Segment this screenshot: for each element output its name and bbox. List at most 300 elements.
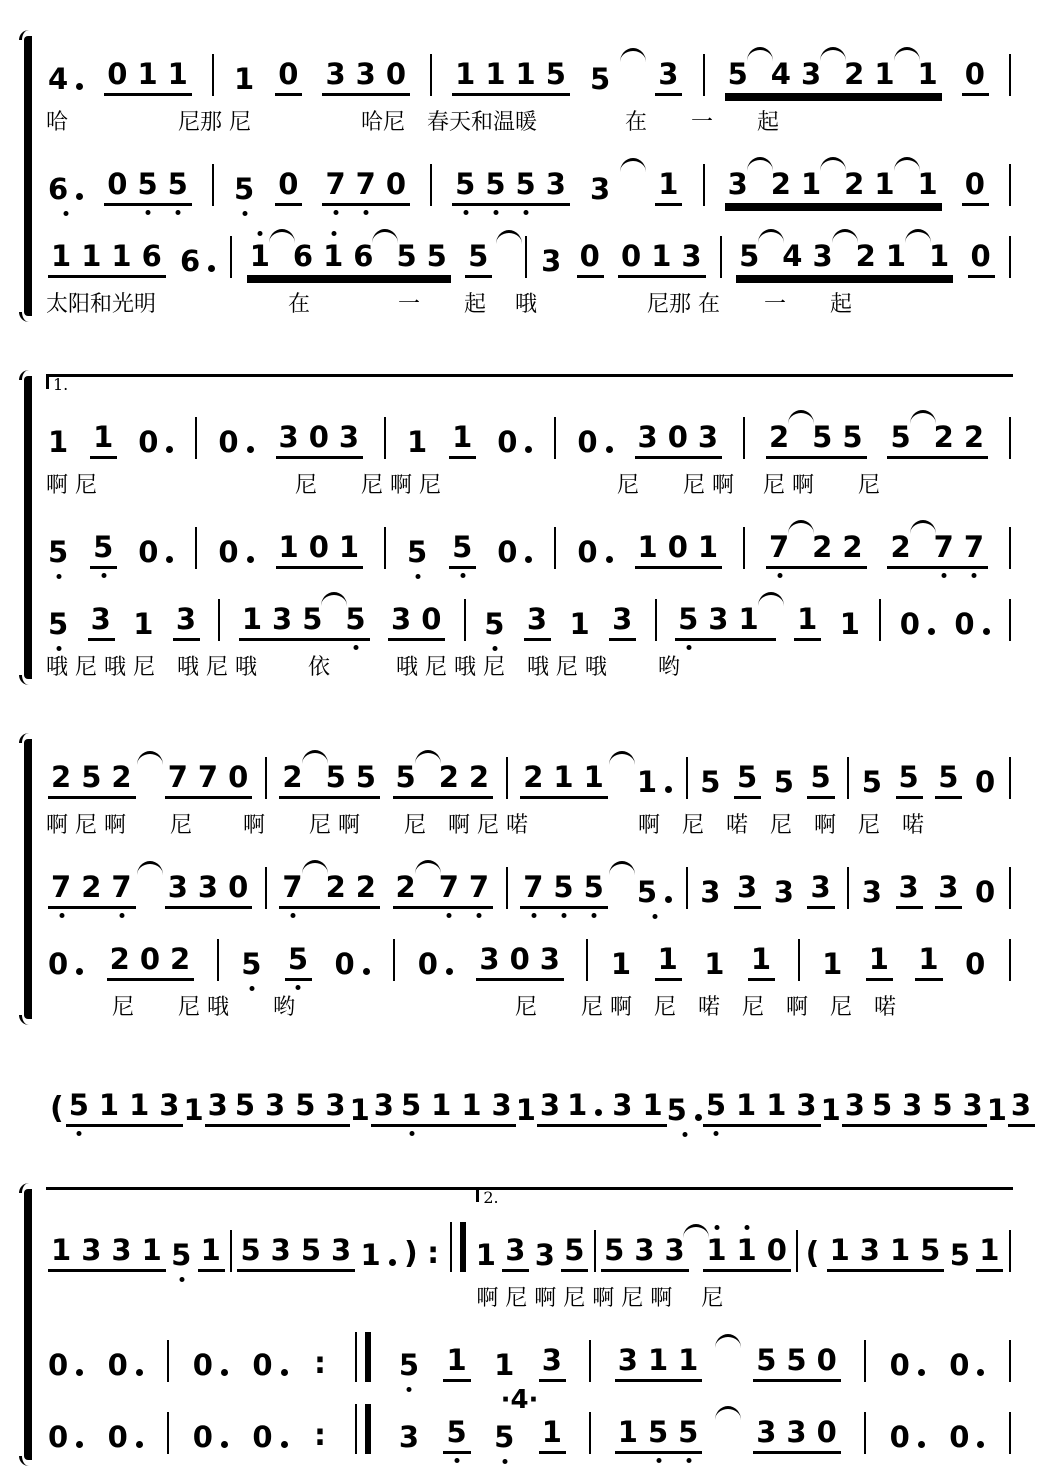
note [271,1233,292,1267]
note [918,57,939,91]
note [218,535,254,569]
repeat-dots: : [313,1346,326,1381]
note [862,765,883,799]
note-digit: 1 [642,1088,664,1122]
note-digit: 1 [233,62,256,96]
note-digit: 1 [241,602,264,636]
augmentation-dot [247,446,254,453]
augmentation-dot [76,193,83,200]
beam-group [279,750,380,799]
note [737,760,758,794]
note-digit: 0 [577,425,599,459]
beam-group [90,420,117,459]
note-digit: 1 [697,530,720,564]
music-row [46,847,1013,919]
note-digit: 6 [180,244,202,278]
note-digit: 1 [822,947,844,981]
note-digit: 7 [197,760,220,794]
system-brace [24,36,32,316]
note-digit: 1 [874,57,896,91]
note [651,239,672,273]
note [455,57,476,91]
note-digit: 3 [658,57,680,91]
barline [384,417,386,459]
note-digit: 3 [167,870,189,904]
note [872,1088,893,1122]
note [81,239,102,273]
slur-arc [910,410,936,424]
note-digit: 5 [398,1348,420,1382]
slur-arc [758,592,784,606]
beam-group [237,1233,355,1272]
barline [1009,1412,1011,1454]
note [399,1420,420,1454]
note-digit: 3 [938,870,960,904]
note [845,1088,866,1122]
note-digit: 3 [898,870,920,904]
system-brace [24,376,32,679]
barline [1009,1230,1011,1272]
slur-arc [302,860,328,874]
note [176,602,197,636]
note [890,1233,911,1267]
beam-group [398,1088,516,1127]
note [706,1088,727,1122]
note-digit: 4 [770,57,792,91]
barline [1009,417,1011,459]
barline [703,164,705,206]
beam-group [165,870,253,909]
beam-group [962,57,989,96]
beam-group [734,760,761,799]
note-digit: 2 [468,760,491,794]
note-digit: 0 [579,239,601,273]
beam-group [275,57,302,96]
beam-group [88,602,115,641]
note-digit: 0 [949,1420,971,1454]
beam-group [452,57,570,96]
note [810,760,831,794]
beam-group [443,1343,470,1382]
beam-group [48,1233,166,1272]
note [648,1343,669,1377]
note [345,602,366,636]
note [535,1238,556,1272]
note-digit: 1 [249,239,271,273]
note-digit: 0 [107,57,129,91]
note [399,1348,420,1382]
slur-arc [620,158,646,172]
note [111,870,132,904]
lyrics-row: 啊 尼 啊 尼 啊 尼 啊 尼 啊 尼 喏 啊 尼 喏 尼 啊 尼 喏 [46,813,924,838]
note [899,760,920,794]
note-digit: 2 [355,870,377,904]
note-digit: 3 [355,57,377,91]
augmentation-dot [977,1441,984,1448]
note-digit: 0 [497,425,519,459]
note [584,870,605,904]
note [542,1343,563,1377]
note [170,942,191,976]
note [396,760,417,794]
note [580,239,601,273]
note [309,530,330,564]
note [698,420,719,454]
beam-group [465,239,492,278]
music-row [46,1065,1033,1137]
note-digit: 0 [970,239,992,273]
note [812,420,833,454]
note [469,760,490,794]
music-row [46,1320,1013,1392]
beam-group [968,239,995,278]
beam-group [753,1415,841,1454]
note [168,57,189,91]
note [658,57,679,91]
lyrics-row: 太阳和光明 在 一 起 哦 尼那 在 一 起 [46,292,852,317]
note [48,607,69,641]
note-digit: 0 [218,425,240,459]
beam-group [748,942,775,981]
note [769,420,790,454]
slur-arc [372,229,398,243]
note [228,760,249,794]
note [107,57,128,91]
beam-group [205,1088,232,1127]
note-digit: 5 [241,947,263,981]
note-digit: 3 [526,602,549,636]
barline [1009,757,1011,799]
note [902,1088,923,1122]
note [817,1343,838,1377]
note-digit: 7 [282,870,304,904]
note-digit: 5 [920,1233,942,1267]
note-digit: 3 [1010,1088,1033,1122]
note [934,530,955,564]
note [198,870,219,904]
music-row [46,216,1013,288]
beam-group [452,167,570,206]
note-digit: 0 [965,947,987,981]
note [242,602,263,636]
note [751,942,772,976]
note [301,1233,322,1267]
beam-group [842,1088,869,1127]
beam-group [601,1233,689,1272]
note [326,870,347,904]
note [228,870,249,904]
note-digit: 5 [452,530,474,564]
note [159,1088,180,1122]
note-digit: 2 [81,870,103,904]
music-row [46,579,1013,651]
note-digit: 5 [736,760,759,794]
note [708,602,729,636]
slur-arc [747,157,773,171]
note [99,1088,120,1122]
slur-arc [788,410,814,424]
note [302,602,323,636]
slur-arc [715,1334,741,1348]
note [706,1233,727,1267]
note-digit: 2 [855,239,877,273]
beam-group [90,530,117,569]
note [494,1348,515,1382]
music-row [46,919,1013,991]
note [468,239,489,273]
note [856,239,877,273]
note-digit: 0 [107,1348,129,1382]
note [272,602,293,636]
beam-group [734,870,761,909]
note [407,535,428,569]
note [142,1233,163,1267]
note-digit: 2 [842,530,864,564]
note-digit: 3 [398,1420,420,1454]
note-digit: 1 [800,167,823,201]
note-digit: 5 [871,1088,894,1122]
note [771,167,792,201]
note [279,530,300,564]
note-digit: 5 [564,1233,586,1267]
note-digit: 1 [738,602,760,636]
note [516,57,537,91]
note [874,167,895,201]
beam-group [371,1088,398,1127]
note-digit: 0 [278,57,300,91]
note-digit: 5 [426,239,448,273]
note [386,57,407,91]
note [240,1233,261,1267]
note [979,1233,1000,1267]
note-digit: 1 [553,760,575,794]
note-digit: 3 [331,1233,353,1267]
note-digit: 5 [468,239,490,273]
note-digit: 2 [933,420,955,454]
note-digit: 1 [485,57,507,91]
note-digit: 5 [861,765,883,799]
note-digit: 5 [48,535,70,569]
note-digit: 5 [233,172,256,206]
note-digit: 1 [917,167,939,201]
note-digit: 1 [360,1238,382,1272]
note [111,760,132,794]
note [769,530,790,564]
note-digit: 0 [107,167,129,201]
note [479,942,500,976]
barline [1009,527,1011,569]
slur-arc [788,520,814,534]
note-digit: 1 [617,1415,639,1449]
note-digit: 1 [349,1093,371,1127]
note-digit: 5 [812,420,834,454]
note-digit: 5 [484,607,506,641]
note-digit: 3 [902,1088,924,1122]
beam-group [276,530,364,569]
note-digit: 2 [768,420,791,454]
note [391,602,412,636]
note-digit: 5 [949,1238,971,1272]
beam-group [564,1088,667,1127]
beam-group [275,167,302,206]
note [485,57,506,91]
note [786,1343,807,1377]
note [133,607,154,641]
beam-group [615,1415,703,1454]
note-digit: 3 [479,942,501,976]
note [774,875,795,909]
beam-group [703,1233,791,1272]
volta-label: 1. [53,375,69,394]
augmentation-dot [928,628,935,635]
note [774,765,795,799]
note [485,167,506,201]
barline [879,599,881,641]
note [137,167,158,201]
note [396,870,417,904]
note [546,57,567,91]
note-digit: 5 [400,1088,423,1122]
barline [864,1412,866,1454]
note-digit: 5 [589,62,612,96]
note [665,1233,686,1267]
note-digit: 3 [338,420,361,454]
note [637,875,673,909]
note-digit: 1 [797,602,819,636]
system-3 [46,737,1013,1023]
volta-bracket [46,374,1013,395]
note-digit: 1 [979,1233,1001,1267]
note-digit: 3 [90,602,112,636]
note-digit: 1 [406,425,429,459]
note [48,62,84,96]
note-digit: 1 [338,530,361,564]
note [874,57,895,91]
note [728,57,749,91]
note-digit: 3 [175,602,198,636]
note [810,870,831,904]
music-row [46,397,1013,469]
barline [703,54,705,96]
note-digit: 0 [278,167,300,201]
note-digit: 1 [494,1348,516,1382]
barline [1009,54,1011,96]
note-digit: 1 [452,420,474,454]
note [439,870,460,904]
augmentation-dot [221,1369,228,1376]
note-digit: 0 [899,607,921,641]
note [288,942,309,976]
beam-group [48,239,166,278]
slur-arc [609,751,635,765]
note-digit: 0 [107,1420,129,1454]
note-digit: 0 [497,535,519,569]
note [48,172,84,206]
note [309,420,330,454]
note [541,244,562,278]
note [736,1088,757,1122]
note-digit: 3 [859,1233,881,1267]
slur-arc [894,47,920,61]
note [642,1088,663,1122]
note-digit: 3 [270,1233,292,1267]
note [278,57,299,91]
beam-group [198,1233,225,1272]
note [612,1088,633,1122]
note [822,947,843,981]
beam-group [615,1343,703,1382]
note [728,167,749,201]
note [965,57,986,91]
augmentation-dot [918,1369,925,1376]
note-digit: 5 [583,870,605,904]
barline [230,236,232,278]
note-digit: 3 [197,870,220,904]
note [590,172,611,206]
note-digit: 5 [287,942,310,976]
note [738,602,759,636]
note [48,425,69,459]
note-digit: 5 [171,1238,193,1272]
note-digit: 3 [796,1088,818,1122]
beam-group [388,602,445,641]
beam-group [104,167,192,206]
note-digit: 0 [218,535,240,569]
note [737,1233,758,1267]
note [198,760,219,794]
note-digit: 1 [167,57,189,91]
note [900,607,936,641]
slur-arc [905,229,931,243]
beam-group [807,870,834,909]
note [678,1415,699,1449]
note [890,1348,926,1382]
note [494,1420,515,1454]
note-digit: 1 [446,1343,468,1377]
note-digit: 3 [736,870,759,904]
note [421,602,442,636]
note-digit: 2 [523,760,545,794]
note-digit: 0 [385,167,407,201]
note [168,760,189,794]
augmentation-dot [76,83,83,90]
beam-group [165,760,253,799]
note [584,760,605,794]
note-digit: 1 [889,1233,912,1267]
note-digit: 1 [81,239,103,273]
note [975,875,996,909]
parenthesis-symbol: ( [805,1236,820,1271]
barline [265,867,267,909]
barline [430,54,432,96]
beam-group [561,1233,588,1272]
note-digit: 1 [918,942,940,976]
note [51,1233,72,1267]
augmentation-dot [606,556,613,563]
note [634,1233,655,1267]
note [569,607,590,641]
note [964,420,985,454]
beam-group [520,760,608,799]
note-digit: 2 [395,870,417,904]
system-brace [24,739,32,1019]
page-number: ·4· [500,1385,539,1415]
note-digit: 1 [141,1233,163,1267]
beam-group [827,1233,945,1272]
note-digit: 0 [48,1420,70,1454]
barline [506,867,508,909]
note [963,1088,984,1122]
